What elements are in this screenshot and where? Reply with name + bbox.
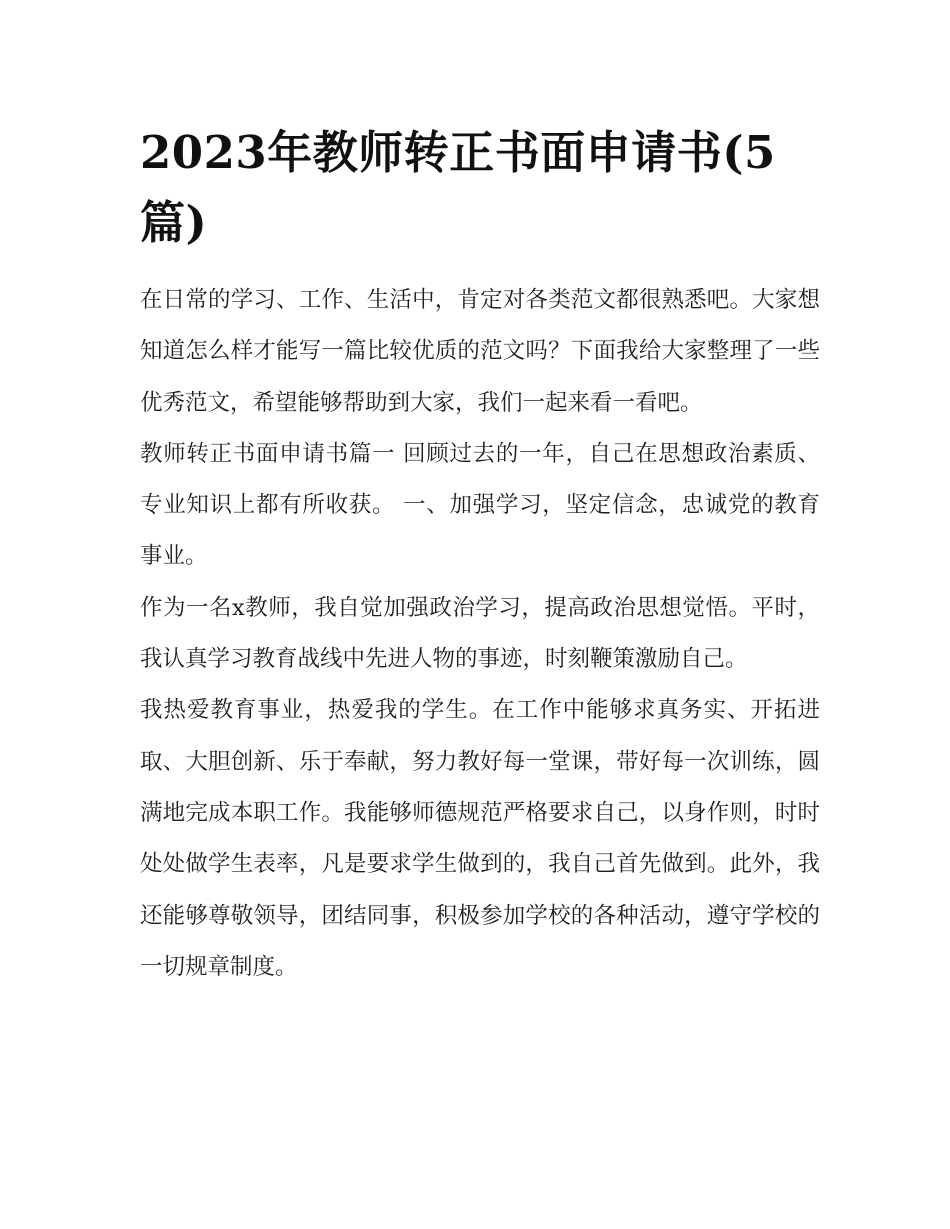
paragraph-political-study: 作为一名x教师，我自觉加强政治学习，提高政治思想觉悟。平时，我认真学习教育战线中先进人物的事迹，时刻鞭策激励自己。 [140,594,820,673]
document-title: 2023年教师转正书面申请书(5篇) [140,126,776,249]
paragraph-intro: 在日常的学习、工作、生活中，肯定对各类范文都很熟悉吧。大家想知道怎么样才能写一篇比较优质的范文吗？下面我给大家整理了一些优秀范文，希望能够帮助到大家，我们一起来看一看吧。 [140,287,820,416]
document-body [140,275,820,993]
paragraph-teaching-work: 我热爱教育事业，热爱我的学生。在工作中能够求真务实、开拓进取、大胆创新、乐于奉献，努力教好每一堂课，带好每一次训练，圆满地完成本职工作。我能够师德规范严格要求自己，以身作则，时时处处做学生表率，凡是要求学生做到的，我自己首先做到。此外，我还能够尊敬领导，团结同事，积极参加学校的各种活动，遵守学校的一切规章制度。 [140,697,820,980]
paragraph-review: 教师转正书面申请书篇一 回顾过去的一年，自己在思想政治素质、专业知识上都有所收获。 一、加强学习，坚定信念，忠诚党的教育事业。 [140,440,820,570]
